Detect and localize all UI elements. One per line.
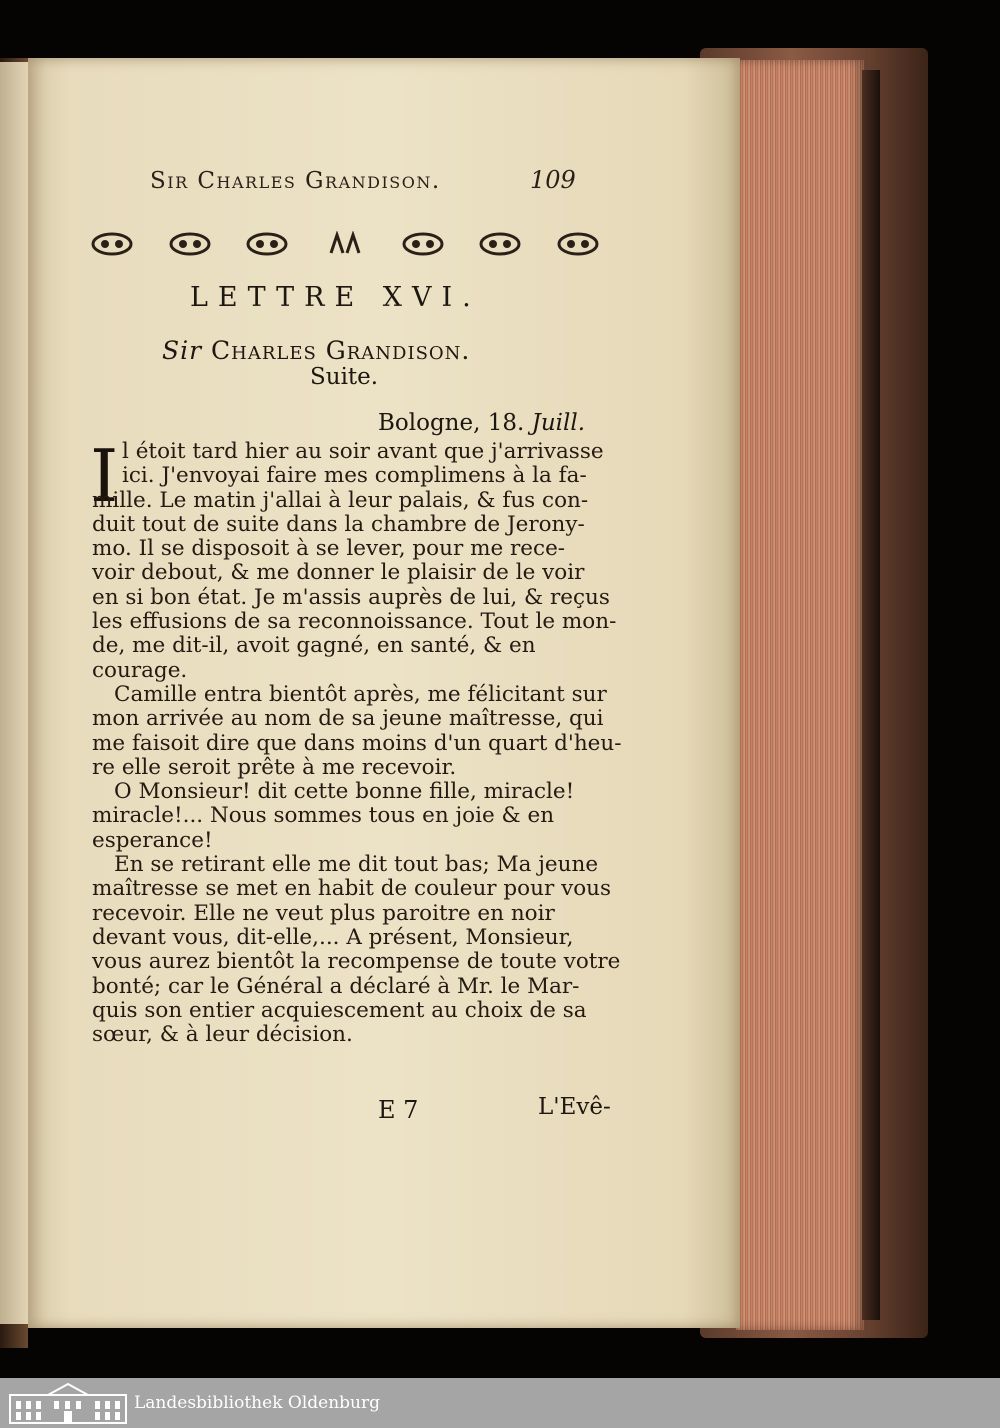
text-line: de, me dit-il, avoit gagné, en santé, & en	[92, 633, 536, 659]
library-building-logo	[8, 1381, 128, 1425]
text-line: mon arrivée au nom de sa jeune maîtresse, qui	[92, 706, 604, 732]
text-line: en si bon état. Je m'assis auprès de lui, & reçus	[92, 584, 610, 610]
text-line: l étoit tard hier au soir avant que j'arrivasse	[122, 439, 604, 464]
footer-bar	[0, 1378, 1000, 1428]
dateline	[378, 410, 585, 436]
page-number: 109	[530, 166, 576, 194]
text-line: esperance!	[92, 827, 213, 853]
text-line: les effusions de sa reconnoissance. Tout le mon-	[92, 609, 617, 635]
text-line: maîtresse se met en habit de couleur pour vous	[92, 876, 612, 902]
letter-body	[90, 434, 622, 1048]
text-line: mille. Le matin j'allai à leur palais, & fus con-	[92, 487, 589, 513]
text-line: re elle seroit prête à me recevoir.	[92, 754, 457, 780]
ornament-icon	[168, 231, 212, 257]
text-line: duit tout de suite dans la chambre de Jerony-	[92, 511, 585, 537]
text-line: mo. Il se disposoit à se lever, pour me rece-	[92, 536, 566, 562]
letter-suite: Suite.	[310, 364, 379, 390]
ornament-icon	[556, 231, 600, 257]
dateline-month: Juill.	[531, 410, 586, 436]
text-line: quis son entier acquiescement au choix de sa	[92, 997, 587, 1023]
footer-institution: Landesbibliothek Oldenburg	[134, 1393, 381, 1413]
addressee-name: Charles Grandison.	[211, 336, 471, 365]
text-line: vous aurez bientôt la recompense de toute votre	[92, 949, 621, 975]
text-line: ici. J'envoyai faire mes complimens à la fa-	[122, 463, 587, 489]
ornament-icon	[245, 231, 289, 257]
text-line: En se retirant elle me dit tout bas; Ma jeune	[114, 852, 599, 878]
text-line: voir debout, & me donner le plaisir de le voir	[92, 560, 585, 586]
ornament-icon	[90, 231, 134, 257]
letter-heading: LETTRE XVI.	[190, 282, 481, 313]
text-line: courage.	[92, 657, 188, 683]
text-line: miracle!... Nous sommes tous en joie & en	[92, 803, 555, 829]
letter-addressee	[162, 336, 470, 365]
text-line: Camille entra bientôt après, me félicitant sur	[114, 681, 607, 707]
signature-mark: E 7	[378, 1096, 419, 1124]
ornament-icon	[323, 231, 367, 257]
ornament-icon	[401, 231, 445, 257]
text-line: sœur, & à leur décision.	[92, 1022, 353, 1048]
text-line: devant vous, dit-elle,... A présent, Monsieur,	[92, 924, 574, 950]
running-head: Sir Charles Grandison.	[150, 168, 441, 194]
ornament-band	[90, 228, 600, 260]
ornament-icon	[478, 231, 522, 257]
dateline-place: Bologne, 18.	[378, 410, 525, 436]
text-line: recevoir. Elle ne veut plus paroitre en noir	[92, 900, 555, 926]
text-line: me faisoit dire que dans moins d'un quart d'heu-	[92, 730, 622, 756]
drop-capital: I	[90, 434, 119, 518]
text-line: bonté; car le Général a déclaré à Mr. le Mar-	[92, 973, 580, 999]
catchword: L'Evê-	[538, 1094, 611, 1120]
text-line: O Monsieur! dit cette bonne fille, miracle!	[114, 779, 575, 805]
page-edge-shadow	[862, 70, 880, 1320]
addressee-title: Sir	[162, 336, 203, 365]
page-edges	[736, 60, 864, 1330]
